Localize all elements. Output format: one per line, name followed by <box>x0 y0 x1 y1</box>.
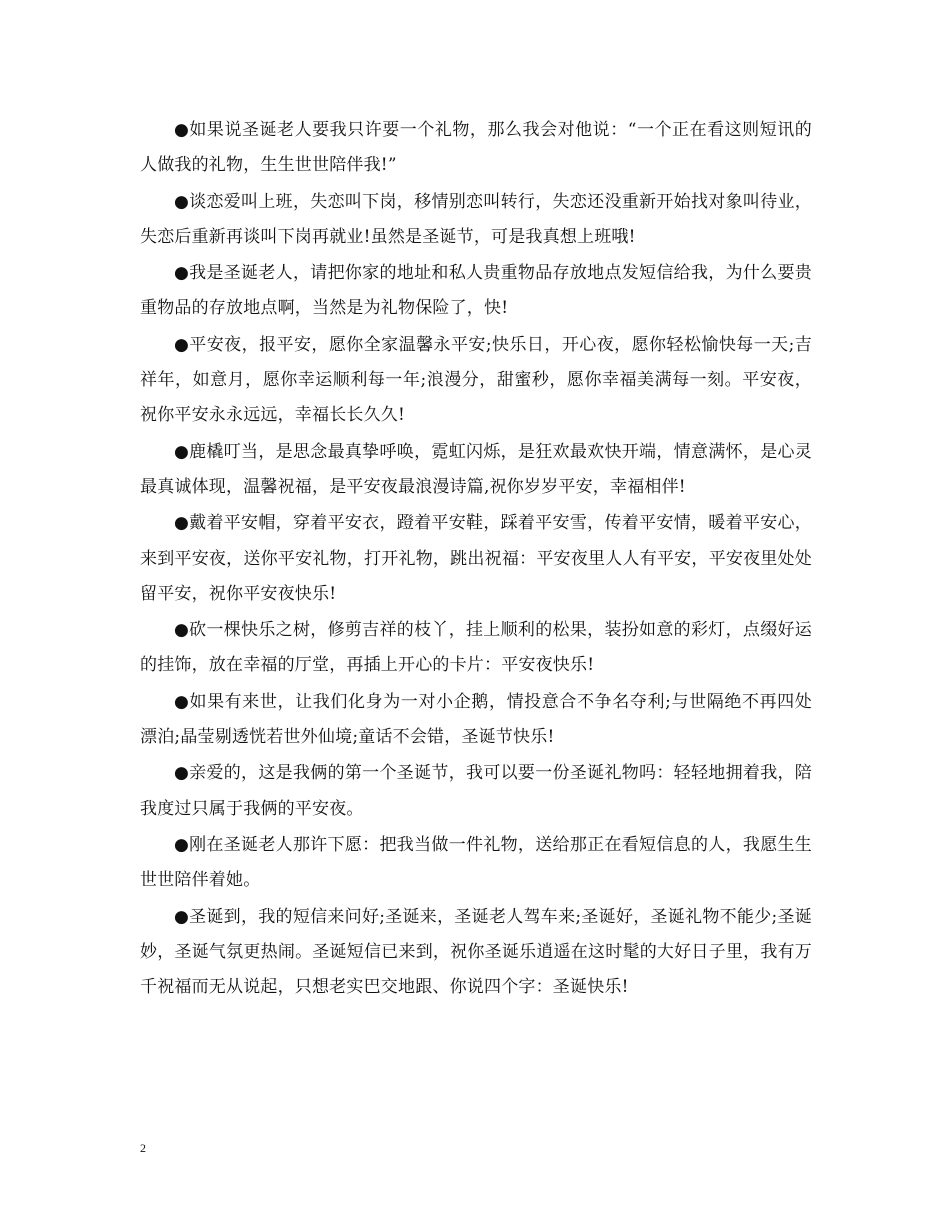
paragraph-5: ●鹿橇叮当，是思念最真挚呼唤，霓虹闪烁，是狂欢最欢快开端，情意满怀，是心灵最真诚体现，温馨祝福，是平安夜最浪漫诗篇,祝你岁岁平安，幸福相伴! <box>140 441 812 497</box>
paragraph-1: ●如果说圣诞老人要我只许要一个礼物，那么我会对他说：“一个正在看这则短讯的人做我的礼物，生生世世陪伴我!” <box>140 120 812 176</box>
paragraph-7: ●砍一棵快乐之树，修剪吉祥的枝丫，挂上顺利的松果，装扮如意的彩灯，点缀好运的挂饰，放在幸福的厅堂，再插上开心的卡片：平安夜快乐! <box>140 620 812 676</box>
page-number: 2 <box>140 1141 146 1155</box>
paragraph-11: ●圣诞到，我的短信来问好;圣诞来，圣诞老人驾车来;圣诞好，圣诞礼物不能少;圣诞妙，圣诞气氛更热闹。圣诞短信已来到，祝你圣诞乐逍遥在这时髦的大好日子里，我有万千祝福而无从说起，只想老实巴交地跟、你说四个字：圣诞快乐! <box>140 906 812 998</box>
paragraph-2: ●谈恋爱叫上班，失恋叫下岗，移情别恋叫转行，失恋还没重新开始找对象叫待业，失恋后重新再谈叫下岗再就业!虽然是圣诞节，可是我真想上班哦! <box>140 191 812 247</box>
paragraph-8: ●如果有来世，让我们化身为一对小企鹅，情投意合不争名夺利;与世隔绝不再四处漂泊;晶莹剔透恍若世外仙境;童话不会错，圣诞节快乐! <box>140 691 812 748</box>
paragraph-10: ●刚在圣诞老人那许下愿：把我当做一件礼物，送给那正在看短信息的人，我愿生生世世陪伴着她。 <box>140 834 812 891</box>
paragraph-6: ●戴着平安帽，穿着平安衣，蹬着平安鞋，踩着平安雪，传着平安情，暖着平安心，来到平安夜，送你平安礼物，打开礼物，跳出祝福：平安夜里人人有平安，平安夜里处处留平安，祝你平安夜快乐! <box>140 513 812 604</box>
paragraph-3: ●我是圣诞老人，请把你家的地址和私人贵重物品存放地点发短信给我，为什么要贵重物品的存放地点啊，当然是为礼物保险了，快! <box>140 263 812 319</box>
paragraph-4: ●平安夜，报平安，愿你全家温馨永平安;快乐日，开心夜，愿你轻松愉快每一天;吉祥年，如意月，愿你幸运顺利每一年;浪漫分，甜蜜秒，愿你幸福美满每一刻。平安夜，祝你平安永永远远，幸福长长久久! <box>140 334 812 426</box>
document-body <box>140 113 812 1006</box>
paragraph-9: ●亲爱的，这是我俩的第一个圣诞节，我可以要一份圣诞礼物吗：轻轻地拥着我，陪我度过只属于我俩的平安夜。 <box>140 763 812 819</box>
